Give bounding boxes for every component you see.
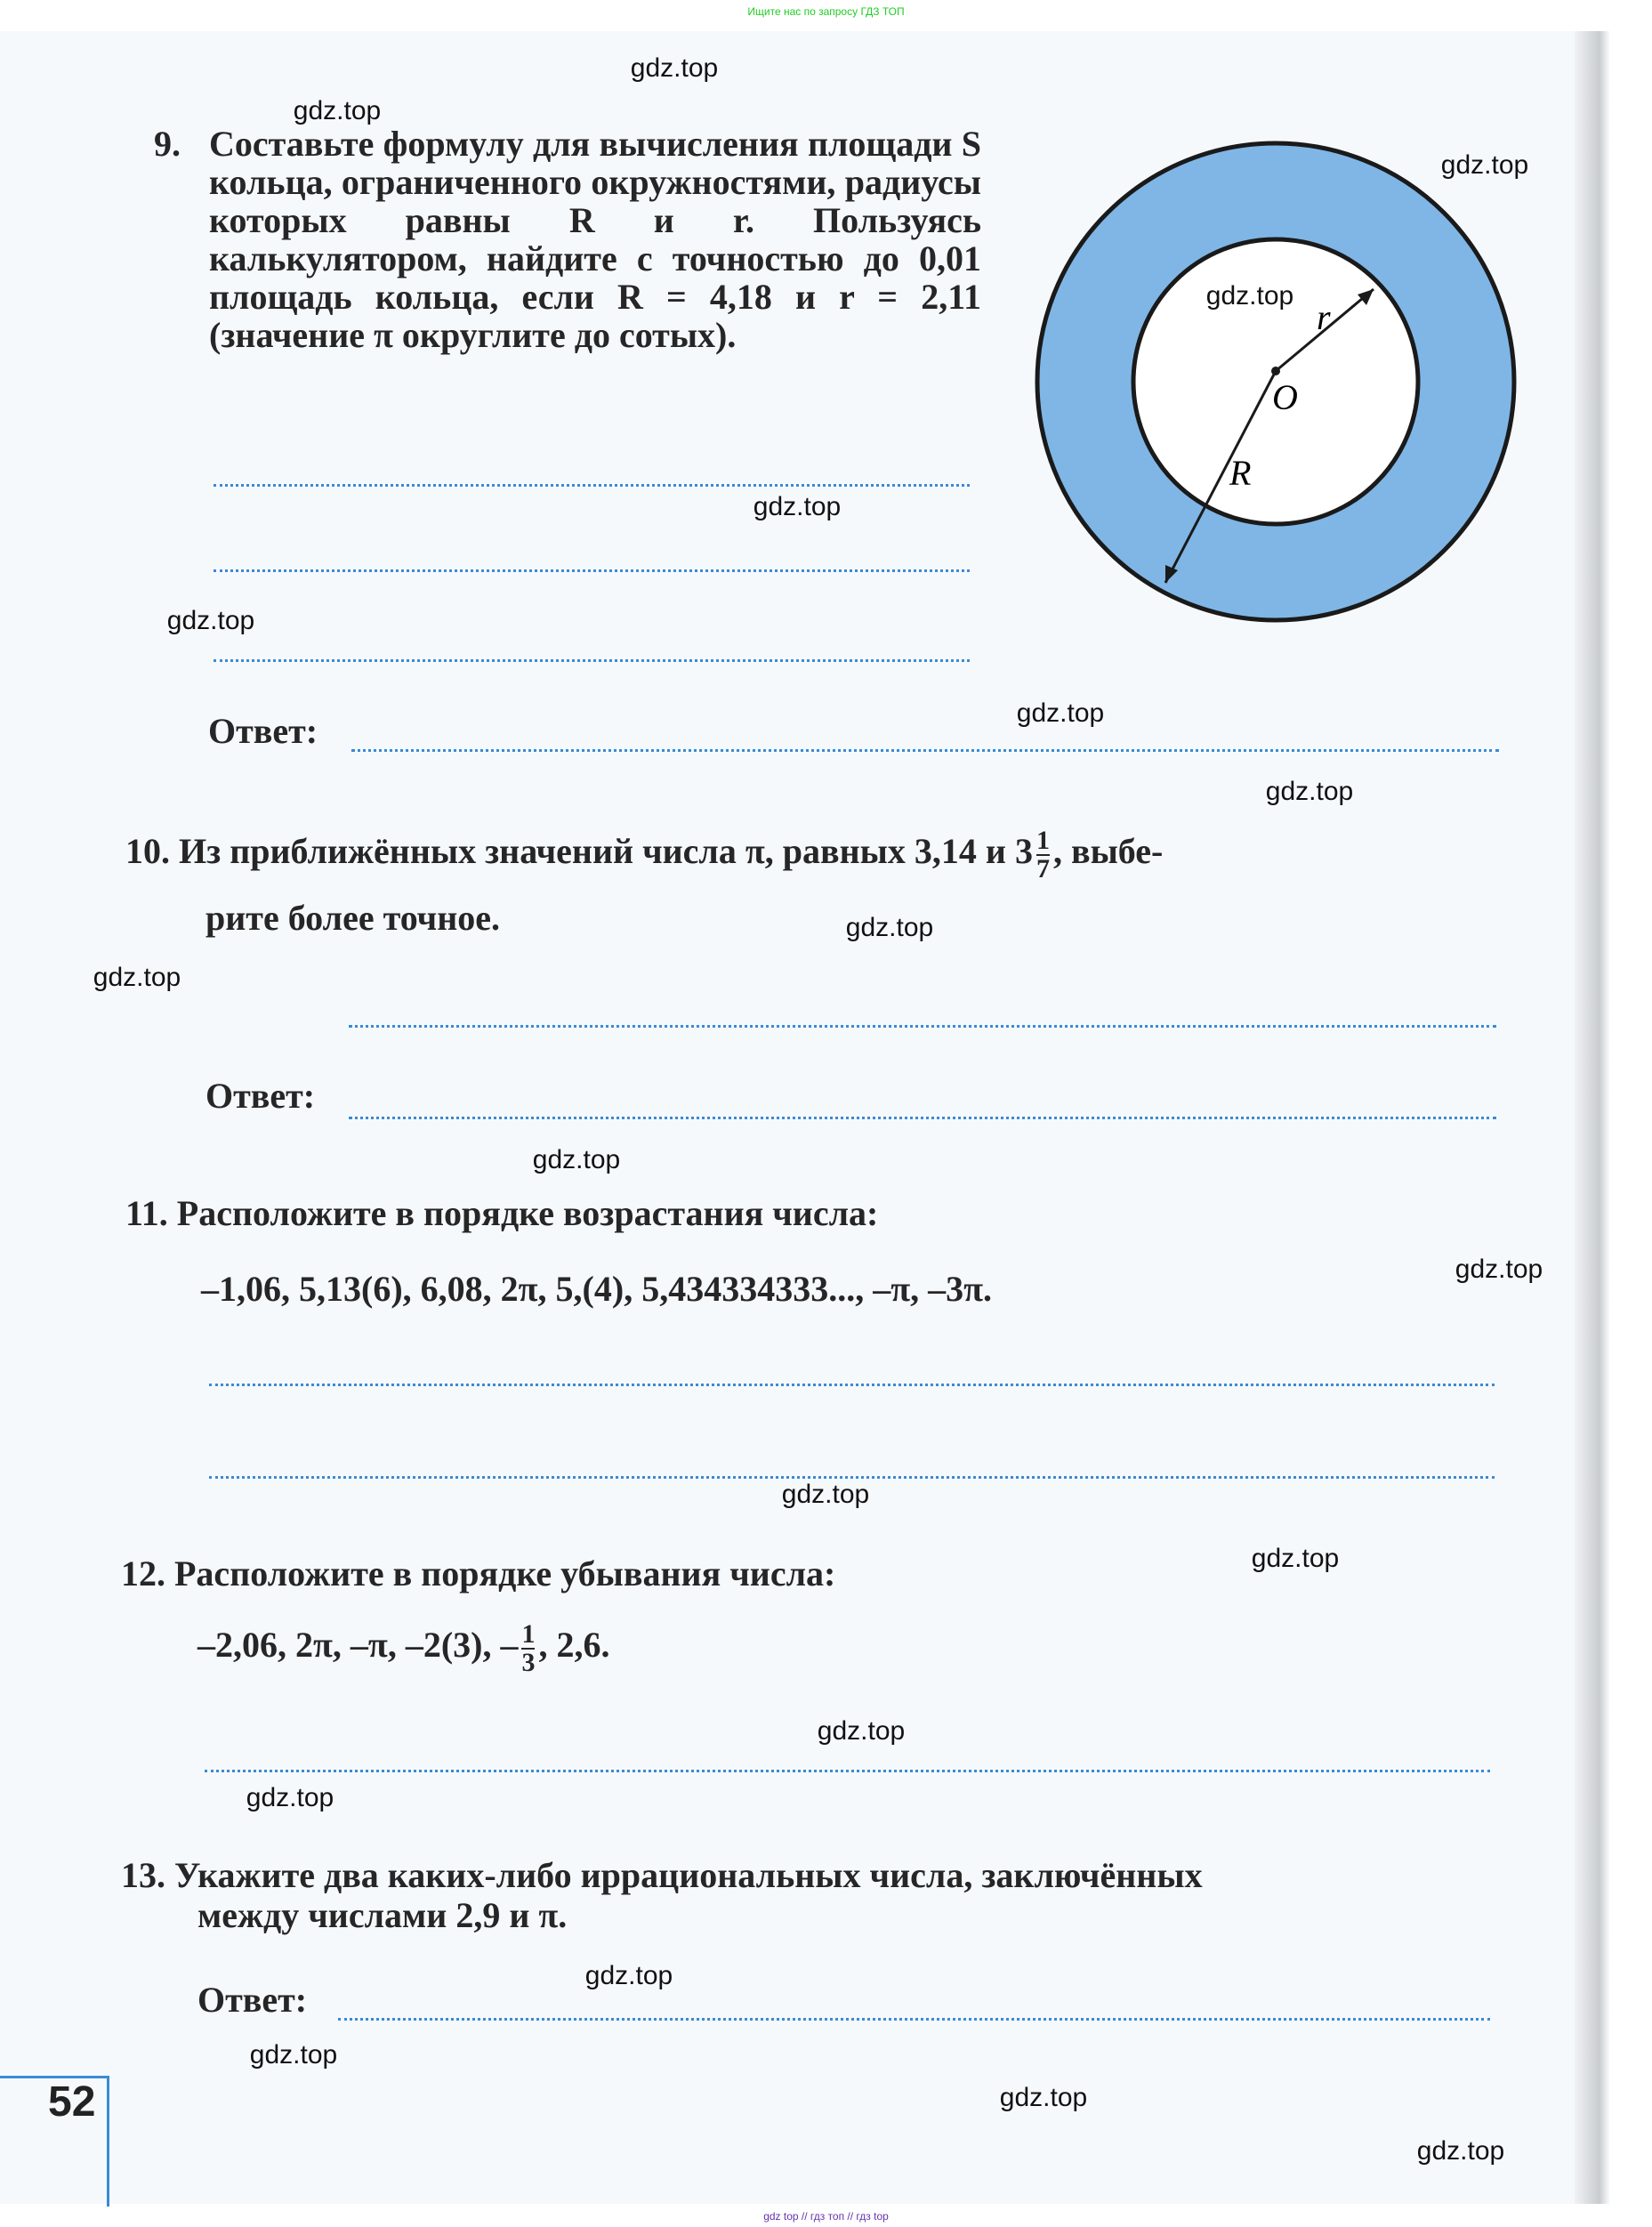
denominator: 3 bbox=[521, 1648, 536, 1677]
problem-10-line-1 bbox=[125, 827, 1163, 883]
numerator: 1 bbox=[521, 1619, 536, 1649]
problem-number: 9. bbox=[154, 124, 181, 164]
problem-text: , выбе- bbox=[1052, 831, 1164, 872]
problem-number: 13. bbox=[121, 1855, 165, 1895]
problem-9 bbox=[154, 125, 981, 354]
label-r: r bbox=[1317, 297, 1331, 337]
watermark: gdz.top bbox=[999, 2083, 1088, 2112]
problem-text: Из приближённых значений числа π, равных 3,14 и 3 bbox=[179, 831, 1033, 872]
watermark: gdz.top bbox=[1251, 1544, 1340, 1573]
problem-text: Расположите в порядке убывания числа: bbox=[174, 1553, 836, 1594]
answer-line[interactable] bbox=[214, 484, 970, 487]
watermark: gdz.top bbox=[845, 913, 934, 942]
problem-text: Расположите в порядке возрастания числа: bbox=[176, 1193, 879, 1233]
problem-12-line-2 bbox=[197, 1621, 609, 1676]
watermark: gdz.top bbox=[1205, 281, 1294, 311]
page-number: 52 bbox=[48, 2078, 96, 2126]
denominator: 7 bbox=[1036, 854, 1050, 884]
problem-13-line-1 bbox=[121, 1856, 1203, 1894]
watermark: gdz.top bbox=[532, 1145, 621, 1174]
problem-text: Составьте формулу для вычисления площади S кольца, ограниченного окружностями, радиусы которых равны R и r. Пользуясь калькулятором, найдите с точностью до 0,01 площадь кольца, если R = 4,18 и r = 2,11 (значение π округлите до сотых). bbox=[209, 124, 981, 355]
bottom-footer[interactable]: gdz top // гдз топ // гдз top bbox=[763, 2210, 889, 2223]
top-banner[interactable]: Ищите нас по запросу ГДЗ ТОП bbox=[747, 5, 905, 18]
answer-line[interactable] bbox=[209, 1476, 1495, 1479]
watermark: gdz.top bbox=[1265, 777, 1354, 806]
problem-number: 12. bbox=[121, 1553, 165, 1594]
problem-11-line-1 bbox=[125, 1194, 878, 1232]
problem-number: 11. bbox=[125, 1193, 168, 1233]
fraction bbox=[1036, 827, 1050, 883]
watermark: gdz.top bbox=[630, 53, 719, 83]
problem-number: 10. bbox=[125, 831, 170, 872]
problem-11-line-2: –1,06, 5,13(6), 6,08, 2π, 5,(4), 5,434334333..., –π, –3π. bbox=[201, 1269, 993, 1309]
answer-line[interactable] bbox=[338, 2018, 1490, 2021]
problem-13-line-2: между числами 2,9 и π. bbox=[197, 1895, 568, 1935]
answer-label: Ответ: bbox=[197, 1980, 308, 2020]
problem-text: –2,06, 2π, –π, –2(3), – bbox=[197, 1625, 519, 1666]
watermark: gdz.top bbox=[1455, 1255, 1543, 1284]
label-O: O bbox=[1272, 377, 1298, 417]
fraction bbox=[521, 1621, 535, 1676]
watermark: gdz.top bbox=[93, 963, 181, 992]
answer-line[interactable] bbox=[349, 1117, 1496, 1119]
answer-line[interactable] bbox=[209, 1384, 1495, 1386]
answer-line[interactable] bbox=[351, 749, 1499, 752]
answer-label: Ответ: bbox=[205, 1076, 316, 1116]
answer-line[interactable] bbox=[214, 659, 970, 662]
watermark: gdz.top bbox=[584, 1961, 673, 1990]
problem-text: , 2,6. bbox=[538, 1625, 610, 1666]
watermark: gdz.top bbox=[817, 1716, 906, 1746]
watermark: gdz.top bbox=[249, 2040, 338, 2070]
page-spine-shadow bbox=[1575, 31, 1610, 2204]
watermark: gdz.top bbox=[1416, 2136, 1505, 2166]
label-R: R bbox=[1229, 453, 1252, 493]
watermark: gdz.top bbox=[1440, 150, 1529, 180]
numerator: 1 bbox=[1036, 826, 1050, 855]
problem-12-line-1 bbox=[121, 1554, 835, 1593]
watermark: gdz.top bbox=[781, 1480, 870, 1509]
watermark: gdz.top bbox=[1016, 698, 1105, 728]
answer-label: Ответ: bbox=[208, 711, 318, 751]
answer-line[interactable] bbox=[349, 1025, 1496, 1028]
answer-line[interactable] bbox=[214, 569, 970, 572]
watermark: gdz.top bbox=[293, 96, 382, 125]
watermark: gdz.top bbox=[246, 1783, 334, 1812]
watermark: gdz.top bbox=[753, 492, 842, 521]
ring-figure bbox=[1023, 129, 1521, 627]
problem-10-line-2: рите более точное. bbox=[205, 898, 501, 938]
watermark: gdz.top bbox=[166, 606, 255, 635]
problem-text: Укажите два каких-либо иррациональных числа, заключённых bbox=[174, 1855, 1203, 1895]
answer-line[interactable] bbox=[205, 1770, 1490, 1772]
